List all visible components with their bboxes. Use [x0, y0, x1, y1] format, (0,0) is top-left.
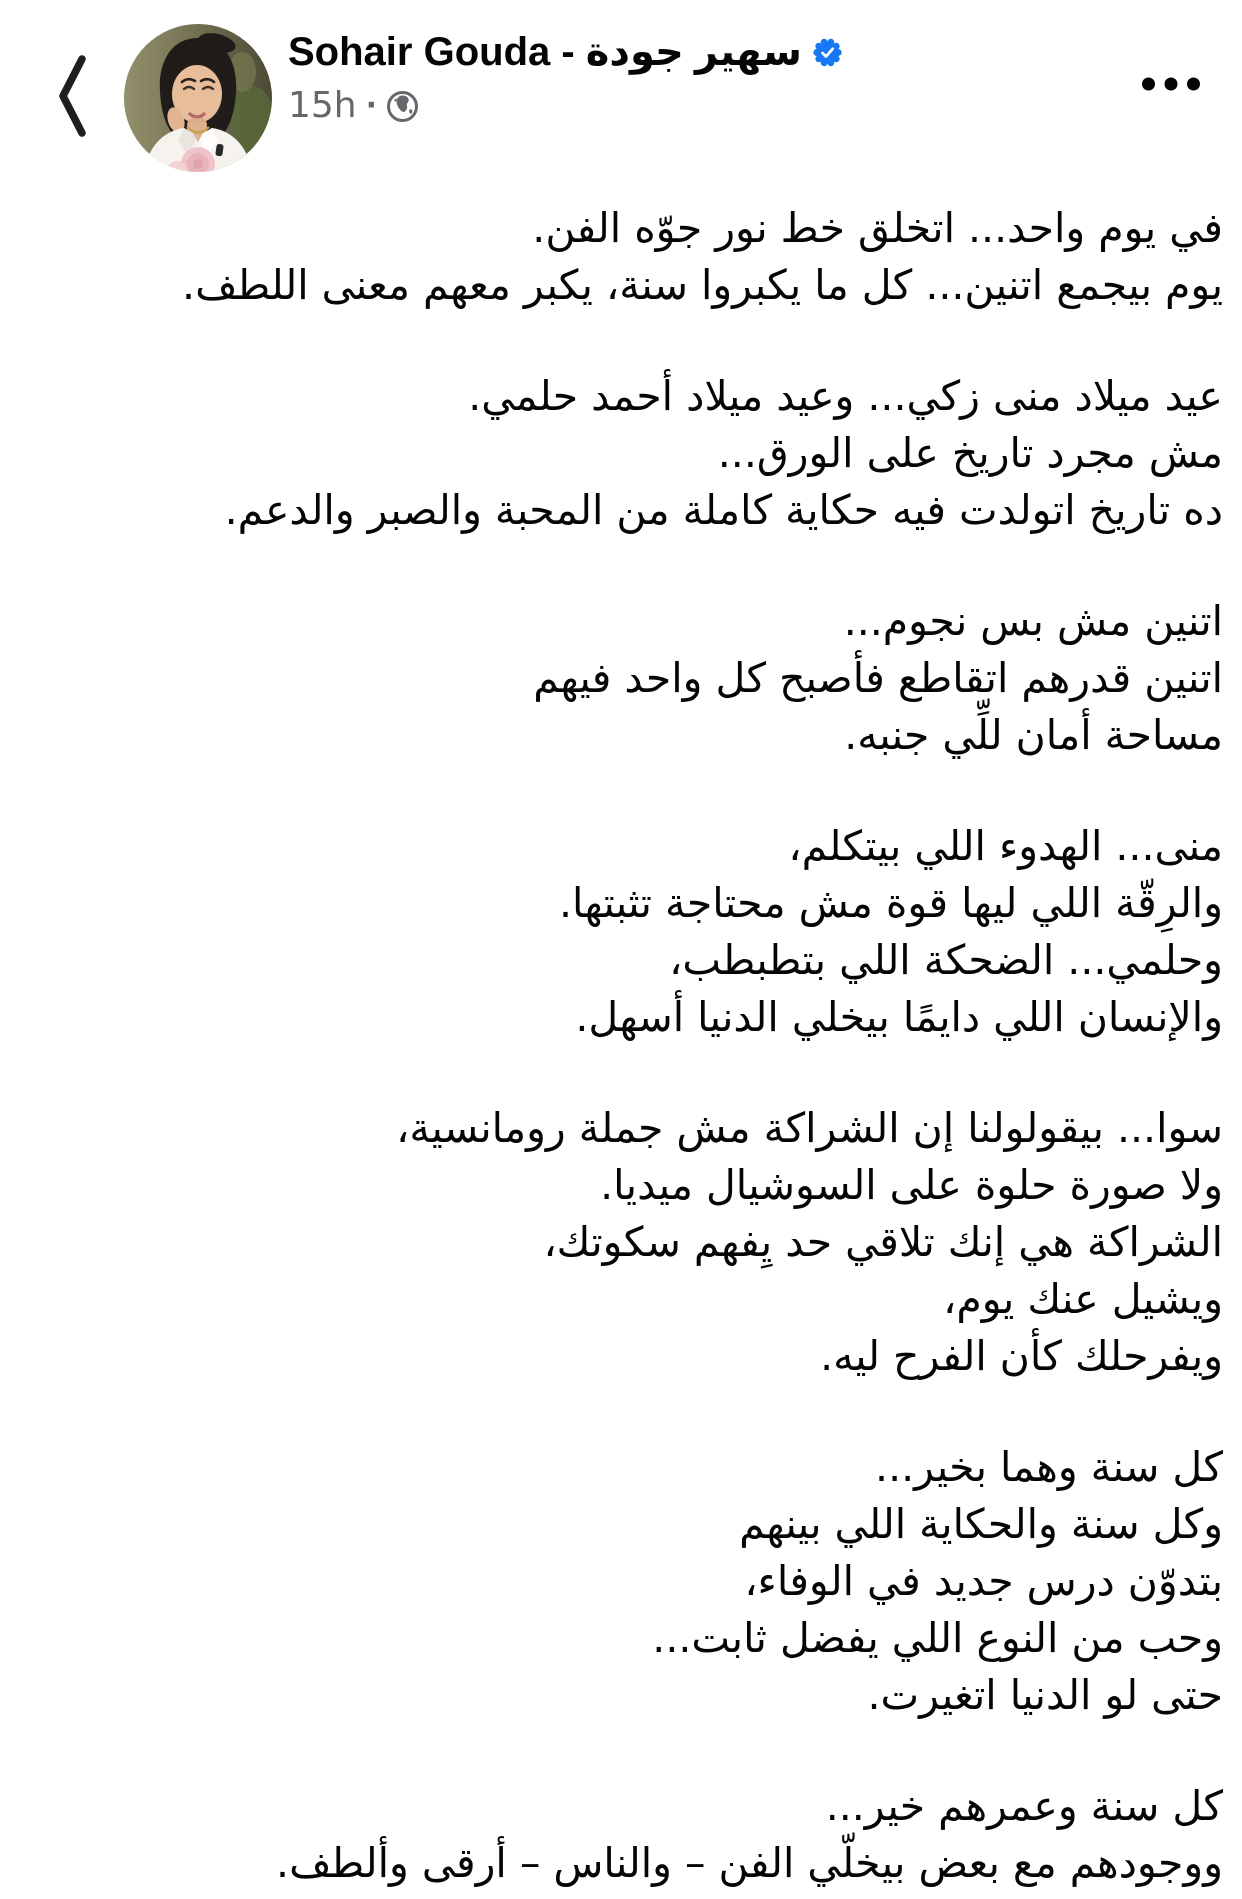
post-paragraph: كل سنة وعمرهم خير... ووجودهم مع بعض بيخلّي الفن – والناس – أرقى وألطف.: [276, 1782, 1223, 1887]
post-paragraph: اتنين مش بس نجوم... اتنين قدرهم اتقاطع فأصبح كل واحد فيهم مساحة أمان للِّي جنبه.: [533, 597, 1223, 759]
globe-icon: [386, 90, 419, 123]
avatar[interactable]: [124, 24, 272, 172]
post-paragraph: كل سنة وهما بخير... وكل سنة والحكاية اللي بينهم بتدوّن درس جديد في الوفاء، وحب من النوع اللي يفضل ثابت... حتى لو الدنيا اتغيرت.: [652, 1443, 1223, 1719]
profile-name-link[interactable]: Sohair Gouda - سهير جودة: [288, 30, 802, 74]
post-paragraph: عيد ميلاد منى زكي... وعيد ميلاد أحمد حلمي. مش مجرد تاريخ على الورق... ده تاريخ اتولدت فيه حكاية كاملة من المحبة والصبر والدعم.: [224, 372, 1223, 534]
profile-photo: [124, 24, 272, 172]
post-paragraph: سوا... بيقولولنا إن الشراكة مش جملة رومانسية، ولا صورة حلوة على السوشيال ميديا. الشراكة هي إنك تلاقي حد يِفهم سكوتك، ويشيل عنك يوم، ويفرحلك كأن الفرح ليه.: [396, 1104, 1223, 1380]
more-options-button[interactable]: [1142, 64, 1200, 104]
post-paragraph: منى... الهدوء اللي بيتكلم، والرِقّة اللي ليها قوة مش محتاجة تثبتها. وحلمي... الضحكة اللي بتطبطب، والإنسان اللي دايمًا بيخلي الدنيا أسهل.: [558, 822, 1223, 1041]
name-block: [288, 26, 843, 126]
chevron-left-icon: [57, 54, 87, 138]
post-text: [30, 200, 1223, 1892]
timestamp[interactable]: 15h: [288, 85, 357, 126]
post-meta: [288, 86, 843, 126]
back-button[interactable]: [44, 46, 100, 146]
name-row: [288, 26, 843, 78]
post-paragraph: في يوم واحد... اتخلق خط نور جوّه الفن. يوم بيجمع اتنين... كل ما يكبروا سنة، يكبر معهم معنى اللطف.: [182, 204, 1223, 309]
verified-badge-icon: [812, 37, 843, 68]
post-header: [0, 0, 1242, 180]
meta-separator: ·: [365, 88, 378, 123]
ellipsis-icon: [1142, 77, 1200, 91]
